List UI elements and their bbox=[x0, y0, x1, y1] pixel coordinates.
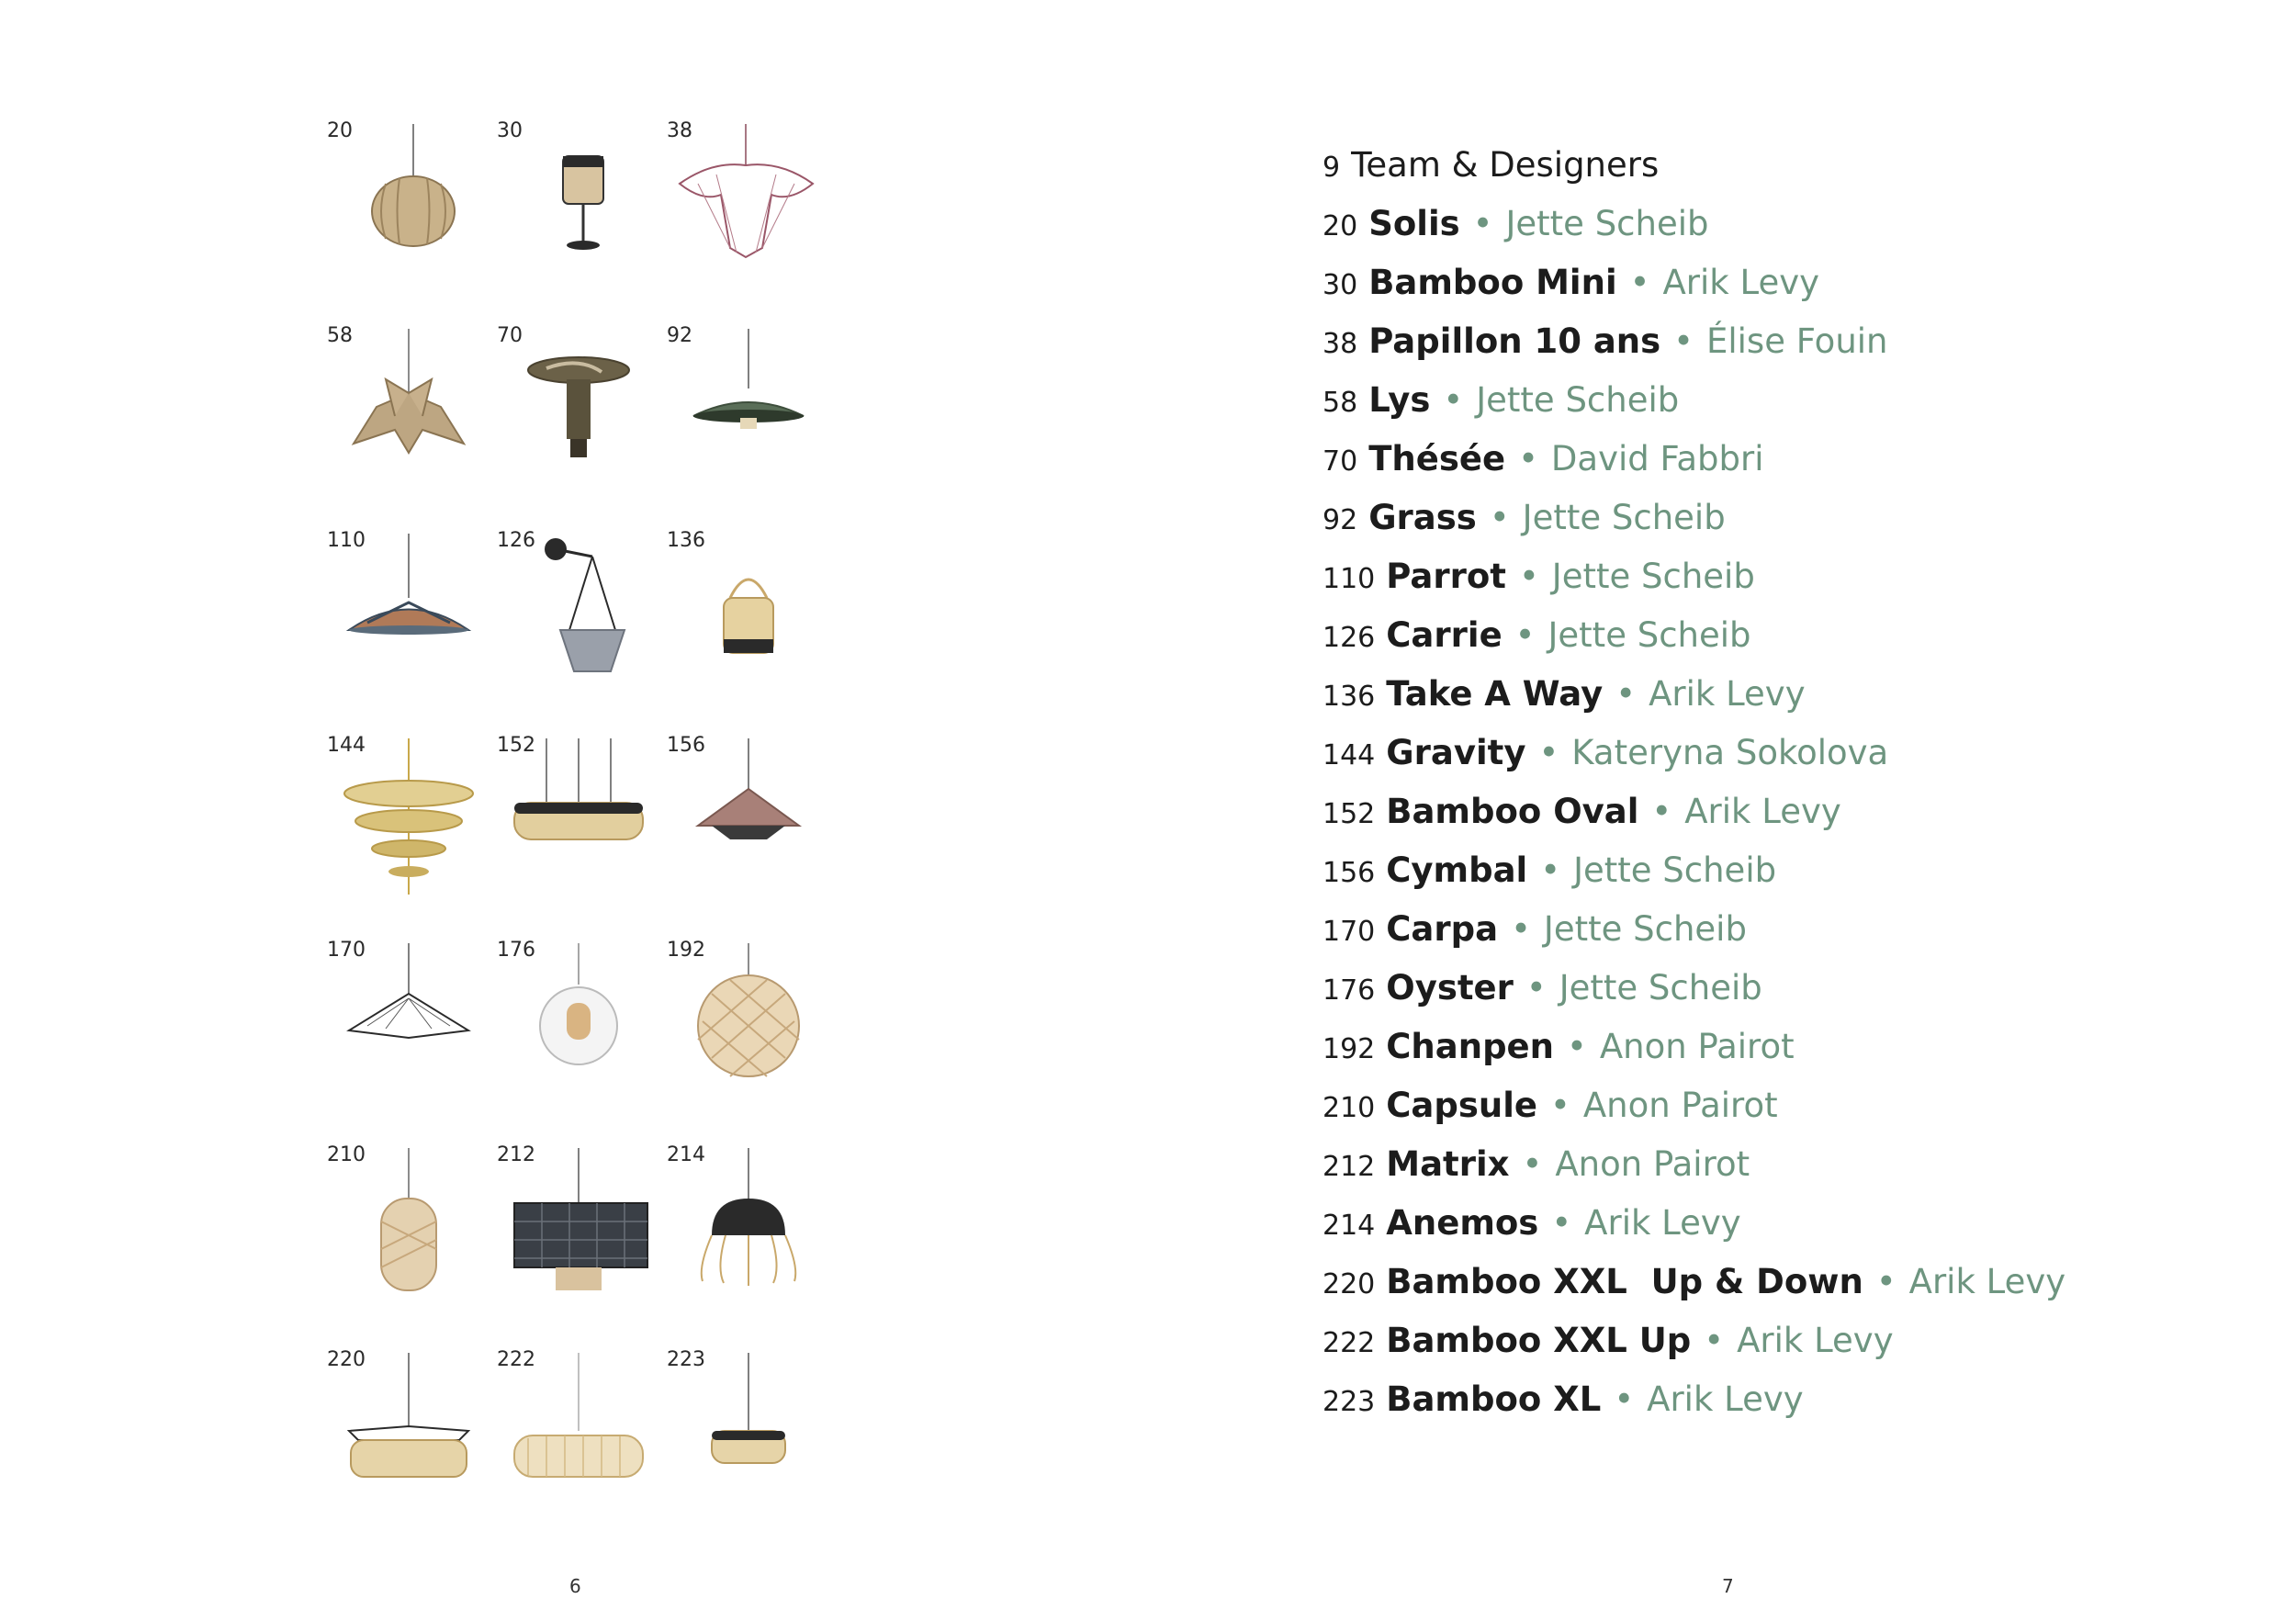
bamboo-pendant-icon bbox=[661, 1339, 831, 1532]
thumb-grass[interactable] bbox=[661, 315, 831, 508]
thumb-page-number: 220 bbox=[327, 1348, 366, 1371]
toc-title: Carpa bbox=[1386, 909, 1499, 949]
toc-page-number: 38 bbox=[1322, 328, 1358, 360]
thumb-page-number: 20 bbox=[327, 119, 353, 142]
bullet-separator: • bbox=[1615, 674, 1637, 714]
thumb-anemos[interactable] bbox=[661, 1134, 831, 1327]
matrix-pendant-icon bbox=[491, 1134, 661, 1327]
bullet-separator: • bbox=[1518, 557, 1539, 596]
page-number-left: 6 bbox=[569, 1575, 581, 1597]
bamboo-pendant-icon bbox=[321, 1339, 491, 1532]
toc-title: Cymbal bbox=[1386, 850, 1528, 890]
toc-designer: Anon Pairot bbox=[1599, 1027, 1795, 1066]
toc-title: Lys bbox=[1368, 380, 1431, 420]
toc-entry[interactable] bbox=[1322, 792, 2149, 850]
bullet-separator: • bbox=[1489, 498, 1510, 537]
toc-title: Grass bbox=[1368, 498, 1477, 537]
toc-title: Bamboo Oval bbox=[1386, 792, 1639, 831]
toc-designer: Jette Scheib bbox=[1522, 498, 1726, 537]
toc-title: Bamboo XL bbox=[1386, 1379, 1602, 1419]
thumb-page-number: 176 bbox=[497, 939, 535, 962]
thumb-page-number: 156 bbox=[667, 734, 705, 757]
product-thumbnail-grid bbox=[321, 110, 854, 1544]
toc-entry[interactable] bbox=[1322, 733, 2149, 792]
thumb-row bbox=[321, 929, 854, 1134]
thumb-page-number: 30 bbox=[497, 119, 523, 142]
thumb-page-number: 58 bbox=[327, 324, 353, 347]
toc-entry[interactable] bbox=[1322, 968, 2149, 1027]
parrot-pendant-icon bbox=[321, 520, 491, 713]
thumb-thesee[interactable] bbox=[491, 315, 661, 508]
toc-title: Carrie bbox=[1386, 615, 1503, 655]
wall-lamp-icon bbox=[491, 520, 661, 713]
tiered-pendant-icon bbox=[321, 725, 491, 917]
toc-entry[interactable] bbox=[1322, 615, 2149, 674]
hat-pendant-icon bbox=[491, 315, 661, 508]
toc-designer: Arik Levy bbox=[1584, 1203, 1741, 1243]
pendant-lamp-icon bbox=[321, 110, 491, 303]
toc-page-number: 126 bbox=[1322, 622, 1376, 654]
toc-page-number: 223 bbox=[1322, 1386, 1376, 1418]
toc-entry[interactable] bbox=[1322, 145, 2149, 204]
toc-designer: Jette Scheib bbox=[1476, 380, 1680, 420]
thumb-row bbox=[321, 725, 854, 929]
bamboo-pendant-icon bbox=[491, 1339, 661, 1532]
toc-designer: Arik Levy bbox=[1649, 674, 1806, 714]
toc-page-number: 70 bbox=[1322, 445, 1358, 478]
bullet-separator: • bbox=[1538, 733, 1559, 772]
toc-designer: Arik Levy bbox=[1684, 792, 1841, 831]
toc-title: Capsule bbox=[1386, 1086, 1538, 1125]
toc-page-number: 176 bbox=[1322, 974, 1376, 1007]
bullet-separator: • bbox=[1651, 792, 1672, 831]
toc-entry[interactable] bbox=[1322, 1144, 2149, 1203]
toc-designer: Jette Scheib bbox=[1548, 615, 1751, 655]
toc-designer: Arik Levy bbox=[1647, 1379, 1804, 1419]
thumb-capsule[interactable] bbox=[321, 1134, 491, 1327]
thumb-gravity[interactable] bbox=[321, 725, 491, 917]
toc-title: Oyster bbox=[1386, 968, 1514, 1007]
toc-designer: Anon Pairot bbox=[1582, 1086, 1778, 1125]
toc-entry[interactable] bbox=[1322, 263, 2149, 321]
toc-entry[interactable] bbox=[1322, 498, 2149, 557]
lantern-icon bbox=[661, 520, 831, 713]
bullet-separator: • bbox=[1629, 263, 1650, 302]
toc-entry[interactable] bbox=[1322, 1027, 2149, 1086]
thumb-page-number: 192 bbox=[667, 939, 705, 962]
toc-entry[interactable] bbox=[1322, 439, 2149, 498]
bullet-separator: • bbox=[1875, 1262, 1896, 1301]
thumb-papillon[interactable] bbox=[661, 110, 831, 303]
thumb-page-number: 222 bbox=[497, 1348, 535, 1371]
thumb-page-number: 212 bbox=[497, 1143, 535, 1166]
thumb-matrix[interactable] bbox=[491, 1134, 661, 1327]
toc-entry[interactable] bbox=[1322, 1379, 2149, 1438]
bullet-separator: • bbox=[1551, 1203, 1572, 1243]
toc-page-number: 9 bbox=[1322, 152, 1341, 184]
thumb-bamboo-xxl-up[interactable] bbox=[491, 1339, 661, 1532]
toc-designer: Jette Scheib bbox=[1543, 909, 1747, 949]
toc-page-number: 20 bbox=[1322, 210, 1358, 242]
thumb-parrot[interactable] bbox=[321, 520, 491, 713]
thumb-page-number: 214 bbox=[667, 1143, 705, 1166]
toc-designer: Jette Scheib bbox=[1573, 850, 1777, 890]
toc-page-number: 170 bbox=[1322, 916, 1376, 948]
toc-page-number: 214 bbox=[1322, 1210, 1376, 1242]
bullet-separator: • bbox=[1443, 380, 1464, 420]
toc-title: Team & Designers bbox=[1351, 145, 1660, 185]
cymbal-pendant-icon bbox=[661, 725, 831, 917]
thumb-page-number: 92 bbox=[667, 324, 692, 347]
bullet-separator: • bbox=[1518, 439, 1538, 478]
thumb-row bbox=[321, 1339, 854, 1544]
toc-title: Matrix bbox=[1386, 1144, 1510, 1184]
thumb-page-number: 110 bbox=[327, 529, 366, 552]
thumb-carpa[interactable] bbox=[321, 929, 491, 1122]
oyster-lamp-icon bbox=[491, 929, 661, 1122]
toc-title: Bamboo XXL Up & Down bbox=[1386, 1262, 1863, 1301]
toc-title: Chanpen bbox=[1386, 1027, 1554, 1066]
toc-page-number: 212 bbox=[1322, 1151, 1376, 1183]
toc-title: Solis bbox=[1368, 204, 1460, 243]
toc-title: Take A Way bbox=[1386, 674, 1604, 714]
butterfly-pendant-icon bbox=[661, 110, 831, 303]
toc-page-number: 220 bbox=[1322, 1268, 1376, 1300]
oval-pendant-icon bbox=[491, 725, 661, 917]
thumb-page-number: 38 bbox=[667, 119, 692, 142]
toc-designer: Arik Levy bbox=[1908, 1262, 2066, 1301]
disc-pendant-icon bbox=[661, 315, 831, 508]
thumb-row bbox=[321, 520, 854, 725]
toc-page-number: 92 bbox=[1322, 504, 1358, 536]
toc-entry[interactable] bbox=[1322, 557, 2149, 615]
toc-entry[interactable] bbox=[1322, 1203, 2149, 1262]
toc-designer: Kateryna Sokolova bbox=[1571, 733, 1889, 772]
toc-title: Parrot bbox=[1386, 557, 1506, 596]
toc-page-number: 156 bbox=[1322, 857, 1376, 889]
bullet-separator: • bbox=[1540, 850, 1561, 890]
toc-entry[interactable] bbox=[1322, 1262, 2149, 1321]
bullet-separator: • bbox=[1704, 1321, 1725, 1360]
toc-designer: Arik Levy bbox=[1662, 263, 1819, 302]
toc-title: Papillon 10 ans bbox=[1368, 321, 1661, 361]
toc-entry[interactable] bbox=[1322, 380, 2149, 439]
bullet-separator: • bbox=[1550, 1086, 1570, 1125]
toc-page-number: 222 bbox=[1322, 1327, 1376, 1359]
toc-designer: Jette Scheib bbox=[1505, 204, 1709, 243]
toc-page-number: 58 bbox=[1322, 387, 1358, 419]
bullet-separator: • bbox=[1525, 968, 1547, 1007]
thumb-page-number: 136 bbox=[667, 529, 705, 552]
toc-title: Bamboo Mini bbox=[1368, 263, 1617, 302]
thumb-oyster[interactable] bbox=[491, 929, 661, 1122]
thumb-bamboo-oval[interactable] bbox=[491, 725, 661, 917]
thumb-page-number: 223 bbox=[667, 1348, 705, 1371]
toc-page-number: 30 bbox=[1322, 269, 1358, 301]
toc-entry[interactable] bbox=[1322, 850, 2149, 909]
thumb-row bbox=[321, 110, 854, 315]
toc-page-number: 144 bbox=[1322, 739, 1376, 771]
toc-page-number: 210 bbox=[1322, 1092, 1376, 1124]
bullet-separator: • bbox=[1472, 204, 1493, 243]
thumb-bamboo-mini[interactable] bbox=[491, 110, 661, 303]
toc-title: Anemos bbox=[1386, 1203, 1539, 1243]
bullet-separator: • bbox=[1514, 615, 1536, 655]
toc-designer: Élise Fouin bbox=[1705, 321, 1888, 361]
toc-title: Thésée bbox=[1368, 439, 1506, 478]
toc-page-number: 110 bbox=[1322, 563, 1376, 595]
bullet-separator: • bbox=[1673, 321, 1694, 361]
toc-page-number: 192 bbox=[1322, 1033, 1376, 1065]
wire-pendant-icon bbox=[321, 929, 491, 1122]
thumb-chanpen[interactable] bbox=[661, 929, 831, 1122]
toc-designer: Arik Levy bbox=[1737, 1321, 1894, 1360]
thumb-carrie[interactable] bbox=[491, 520, 661, 713]
thumb-take-a-way[interactable] bbox=[661, 520, 831, 713]
thumb-page-number: 70 bbox=[497, 324, 523, 347]
bullet-separator: • bbox=[1511, 909, 1531, 949]
thumb-row bbox=[321, 315, 854, 520]
flower-pendant-icon bbox=[321, 315, 491, 508]
toc-entry[interactable] bbox=[1322, 1086, 2149, 1144]
page-number-right: 7 bbox=[1722, 1575, 1734, 1597]
toc-designer: Jette Scheib bbox=[1551, 557, 1755, 596]
thumb-page-number: 170 bbox=[327, 939, 366, 962]
toc-entry[interactable] bbox=[1322, 909, 2149, 968]
thumb-bamboo-xl[interactable] bbox=[661, 1339, 831, 1532]
thumb-row bbox=[321, 1134, 854, 1339]
toc-entry[interactable] bbox=[1322, 1321, 2149, 1379]
thumb-bamboo-xxl-up-down[interactable] bbox=[321, 1339, 491, 1532]
toc-designer: David Fabbri bbox=[1550, 439, 1764, 478]
thumb-page-number: 126 bbox=[497, 529, 535, 552]
table-lamp-icon bbox=[491, 110, 661, 303]
thumb-solis[interactable] bbox=[321, 110, 491, 303]
thumb-page-number: 144 bbox=[327, 734, 366, 757]
toc-designer: Anon Pairot bbox=[1555, 1144, 1750, 1184]
bullet-separator: • bbox=[1522, 1144, 1543, 1184]
bullet-separator: • bbox=[1567, 1027, 1587, 1066]
toc-entry[interactable] bbox=[1322, 321, 2149, 380]
toc-page-number: 136 bbox=[1322, 681, 1376, 713]
bullet-separator: • bbox=[1614, 1379, 1635, 1419]
toc-title: Bamboo XXL Up bbox=[1386, 1321, 1692, 1360]
toc-title: Gravity bbox=[1386, 733, 1526, 772]
capsule-pendant-icon bbox=[321, 1134, 491, 1327]
thumb-lys[interactable] bbox=[321, 315, 491, 508]
toc-entry[interactable] bbox=[1322, 674, 2149, 733]
dome-pendant-icon bbox=[661, 1134, 831, 1327]
toc-designer: Jette Scheib bbox=[1559, 968, 1762, 1007]
thumb-page-number: 152 bbox=[497, 734, 535, 757]
table-of-contents bbox=[1322, 145, 2149, 1438]
woven-sphere-icon bbox=[661, 929, 831, 1122]
thumb-cymbal[interactable] bbox=[661, 725, 831, 917]
toc-page-number: 152 bbox=[1322, 798, 1376, 830]
toc-entry[interactable] bbox=[1322, 204, 2149, 263]
thumb-page-number: 210 bbox=[327, 1143, 366, 1166]
